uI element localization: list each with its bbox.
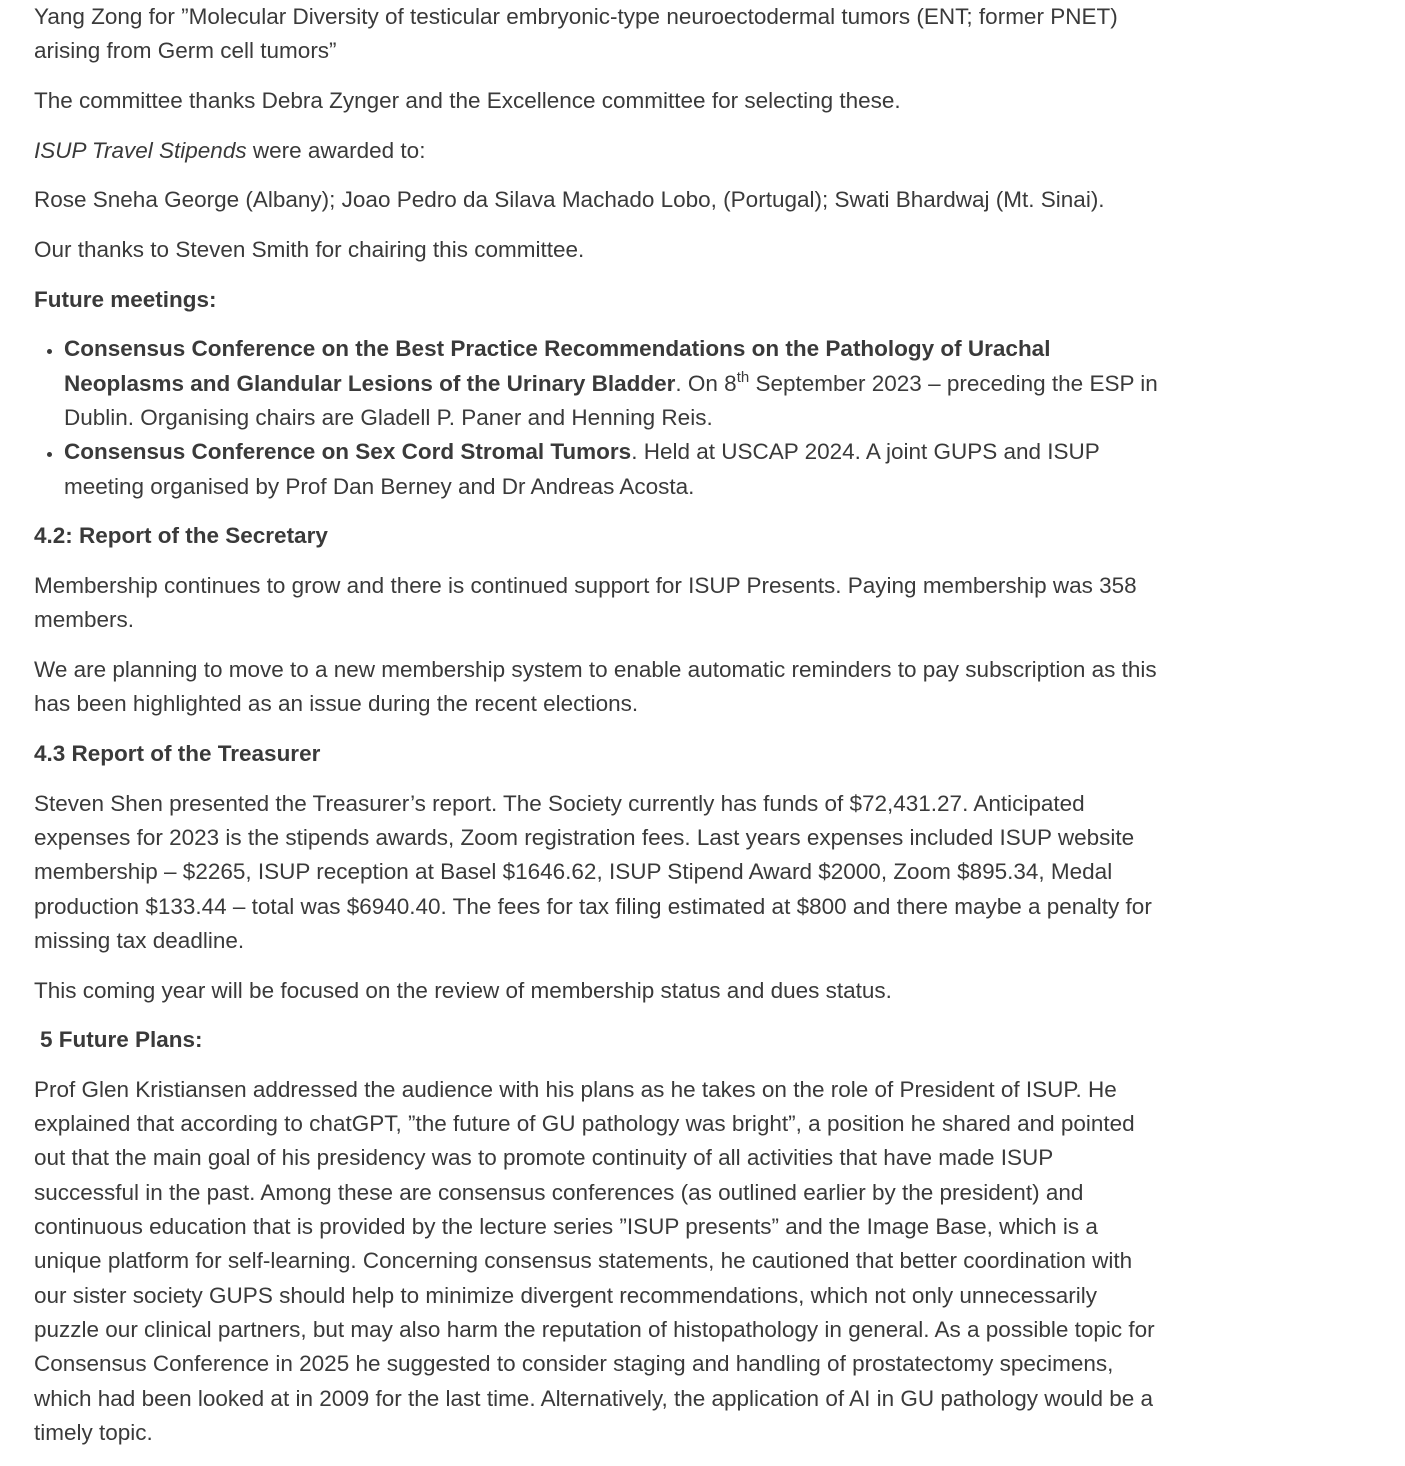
future-meetings-list <box>34 332 1162 503</box>
paragraph-travel-stipends <box>34 134 1162 168</box>
paragraph-stipend-recipients: Rose Sneha George (Albany); Joao Pedro da Silava Machado Lobo, (Portugal); Swati Bhardwaj (Mt. Sinai). <box>34 187 1105 213</box>
travel-stipends-label: ISUP Travel Stipends <box>34 137 247 163</box>
heading-treasurer-report: 4.3 Report of the Treasurer <box>34 740 321 766</box>
paragraph-president-plans: Prof Glen Kristiansen addressed the audience with his plans as he takes on the role of President of ISUP. He explained that according to chatGPT, ”the future of GU pathology was bright”, a position he shared and pointed out that the main goal of his presidency was to promote continuity of all activities that have made ISUP successful in the past. Among these are consensus conferences (as outlined earlier by the president) and continuous education that is provided by the lecture series ”ISUP presents” and the Image Base, which is a unique platform for self-learning. Concerning consensus statements, he cautioned that better coordination with our sister society GUPS should help to minimize divergent recommendations, which not only unnecessarily puzzle our clinical partners, but may also harm the reputation of histopathology in general. As a possible topic for Consensus Conference in 2025 he suggested to consider staging and handling of prostatectomy specimens, which had been looked at in 2009 for the last time. Alternatively, the application of AI in GU pathology would be a timely topic. <box>34 1076 1155 1445</box>
list-item <box>64 435 1162 504</box>
list-item <box>64 332 1162 435</box>
paragraph-membership-growth: Membership continues to grow and there is continued support for ISUP Presents. Paying membership was 358 members. <box>34 572 1137 633</box>
heading-future-plans: 5 Future Plans: <box>40 1027 203 1053</box>
paragraph-chair-thanks: Our thanks to Steven Smith for chairing this committee. <box>34 237 585 263</box>
meeting-title: Consensus Conference on the Best Practice Recommendations on the Pathology of Urachal Neoplasms and Glandular Lesions of the Urinary Bladder <box>64 336 1051 396</box>
meeting-title: Consensus Conference on Sex Cord Stromal Tumors <box>64 439 632 465</box>
paragraph-award-zong: Yang Zong for ”Molecular Diversity of testicular embryonic-type neuroectodermal tumors (ENT; former PNET) arising from Germ cell tumors” <box>34 4 1118 64</box>
meeting-text: . Held at USCAP 2024. A joint GUPS and ISUP meeting organised by Prof Dan Berney and Dr Andreas Acosta. <box>64 439 1100 499</box>
heading-secretary-report: 4.2: Report of the Secretary <box>34 523 328 549</box>
paragraph-treasurer-funds: Steven Shen presented the Treasurer’s report. The Society currently has funds of $72,431.27. Anticipated expenses for 2023 is the stipends awards, Zoom registration fees. Last years expenses included ISUP website membership – $2265, ISUP reception at Basel $1646.62, ISUP Stipend Award $2000, Zoom $895.34, Medal production $133.44 – total was $6940.40. The fees for tax filing estimated at $800 and there maybe a penalty for missing tax deadline. <box>34 790 1152 953</box>
paragraph-committee-thanks: The committee thanks Debra Zynger and the Excellence committee for selecting these. <box>34 87 901 113</box>
meeting-text-continued: September 2023 – preceding the ESP in Dublin. Organising chairs are Gladell P. Paner and Henning Reis. <box>64 370 1158 431</box>
document-body <box>34 0 1162 1466</box>
paragraph-membership-system: We are planning to move to a new membership system to enable automatic reminders to pay subscription as this has been highlighted as an issue during the recent elections. <box>34 656 1157 717</box>
ordinal-suffix: th <box>736 368 750 386</box>
heading-future-meetings: Future meetings: <box>34 286 217 312</box>
travel-stipends-rest: were awarded to: <box>246 137 426 163</box>
meeting-text: . On 8 <box>675 370 737 396</box>
paragraph-coming-year: This coming year will be focused on the review of membership status and dues status. <box>34 977 892 1003</box>
